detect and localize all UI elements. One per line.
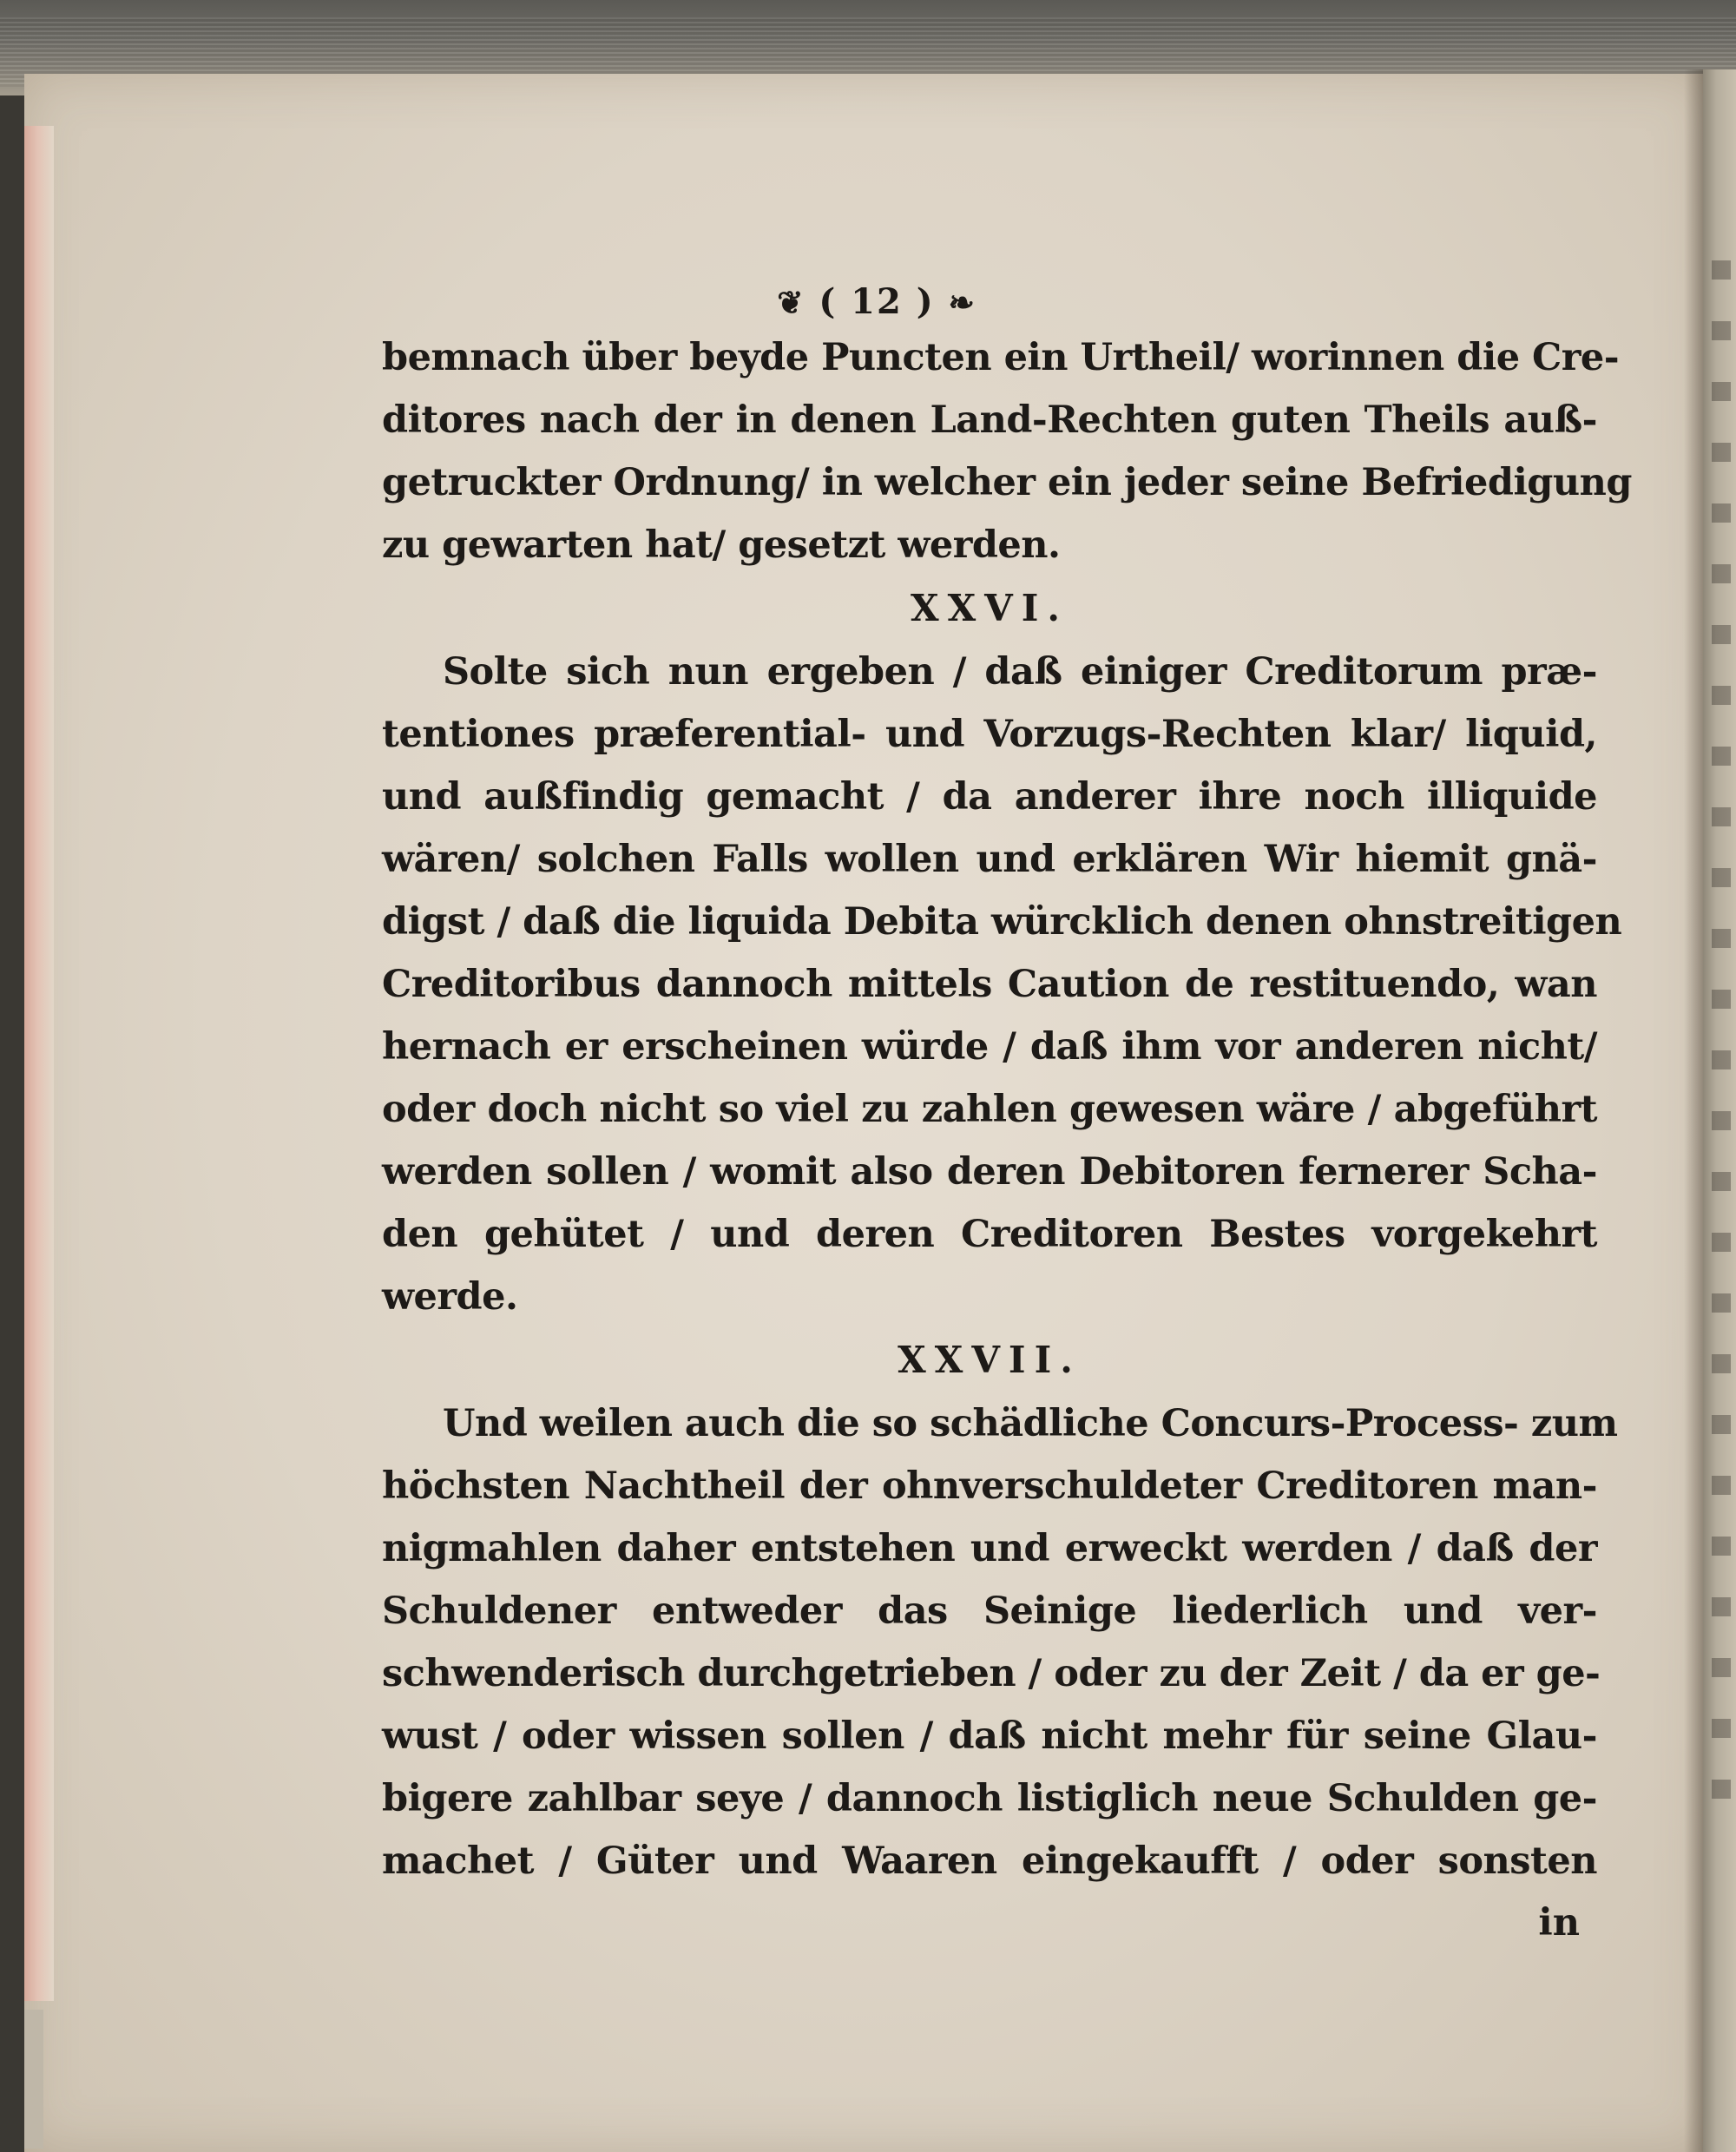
page-number: ( 12 ) xyxy=(819,281,935,322)
paragraph-xxvi xyxy=(382,641,1622,1328)
text-line: getruckter Ordnung/ in welcher ein jeder seine Befriedigung xyxy=(382,461,1632,504)
text-line: zu gewarten hat/ gesetzt werden. xyxy=(382,523,1061,567)
text-line: bemnach über beyde Puncten ein Urtheil/ worinnen die Cre- xyxy=(382,336,1620,379)
text-line: ditores nach der in denen Land-Rechten guten Theils auß- xyxy=(382,398,1597,442)
section-numeral-xxvi: XXVI. xyxy=(910,587,1069,629)
text-line: höchsten Nachtheil der ohnverschuldeter Creditoren man- xyxy=(382,1464,1597,1508)
text-line: Schuldener entweder das Seinige liederlich und ver- xyxy=(382,1589,1597,1633)
text-line: werde. xyxy=(382,1275,518,1319)
text-line: werden sollen / womit also deren Debitoren fernerer Scha- xyxy=(382,1150,1597,1194)
left-ornament-icon: ❦ xyxy=(777,285,806,321)
text-line: Creditoribus dannoch mittels Caution de restituendo, wan xyxy=(382,963,1597,1006)
text-line: tentiones præferential- und Vorzugs-Rechten klar/ liquid, xyxy=(382,713,1597,756)
text-line: oder doch nicht so viel zu zahlen gewesen wäre / abgeführt xyxy=(382,1088,1597,1131)
text-line: wust / oder wissen sollen / daß nicht mehr für seine Glau- xyxy=(382,1714,1597,1758)
text-line: nigmahlen daher entstehen und erweckt werden / daß der xyxy=(382,1527,1597,1570)
text-line: bigere zahlbar seye / dannoch listiglich neue Schulden ge- xyxy=(382,1777,1597,1820)
left-page-edge xyxy=(24,126,54,2001)
next-page-text-bleed xyxy=(1712,260,1731,1823)
text-line: den gehütet / und deren Creditoren Bestes vorgekehrt xyxy=(382,1213,1597,1256)
printed-text-block xyxy=(382,278,1632,1953)
text-line: machet / Güter und Waaren eingekaufft / oder sonsten xyxy=(382,1839,1597,1883)
left-binding-strip xyxy=(24,2010,43,2149)
text-line: Und weilen auch die so schädliche Concurs-Process- zum xyxy=(443,1402,1618,1445)
running-head xyxy=(269,278,1484,326)
catchword: in xyxy=(1538,1901,1580,1945)
section-numeral-xxvii: XXVII. xyxy=(898,1339,1082,1381)
continuation-paragraph xyxy=(382,326,1632,576)
text-line: Solte sich nun ergeben / daß einiger Creditorum præ- xyxy=(443,650,1597,694)
text-line: wären/ solchen Falls wollen und erklären Wir hiemit gnä- xyxy=(382,838,1597,881)
right-ornament-icon: ❧ xyxy=(948,285,976,321)
text-line: digst / daß die liquida Debita würcklich denen ohnstreitigen xyxy=(382,900,1622,944)
text-line: hernach er erscheinen würde / daß ihm vor anderen nicht/ xyxy=(382,1025,1597,1069)
paragraph-xxvii xyxy=(382,1392,1618,1892)
text-line: und außfindig gemacht / da anderer ihre noch illiquide xyxy=(382,775,1597,819)
text-line: schwenderisch durchgetrieben / oder zu der Zeit / da er ge- xyxy=(382,1652,1601,1695)
